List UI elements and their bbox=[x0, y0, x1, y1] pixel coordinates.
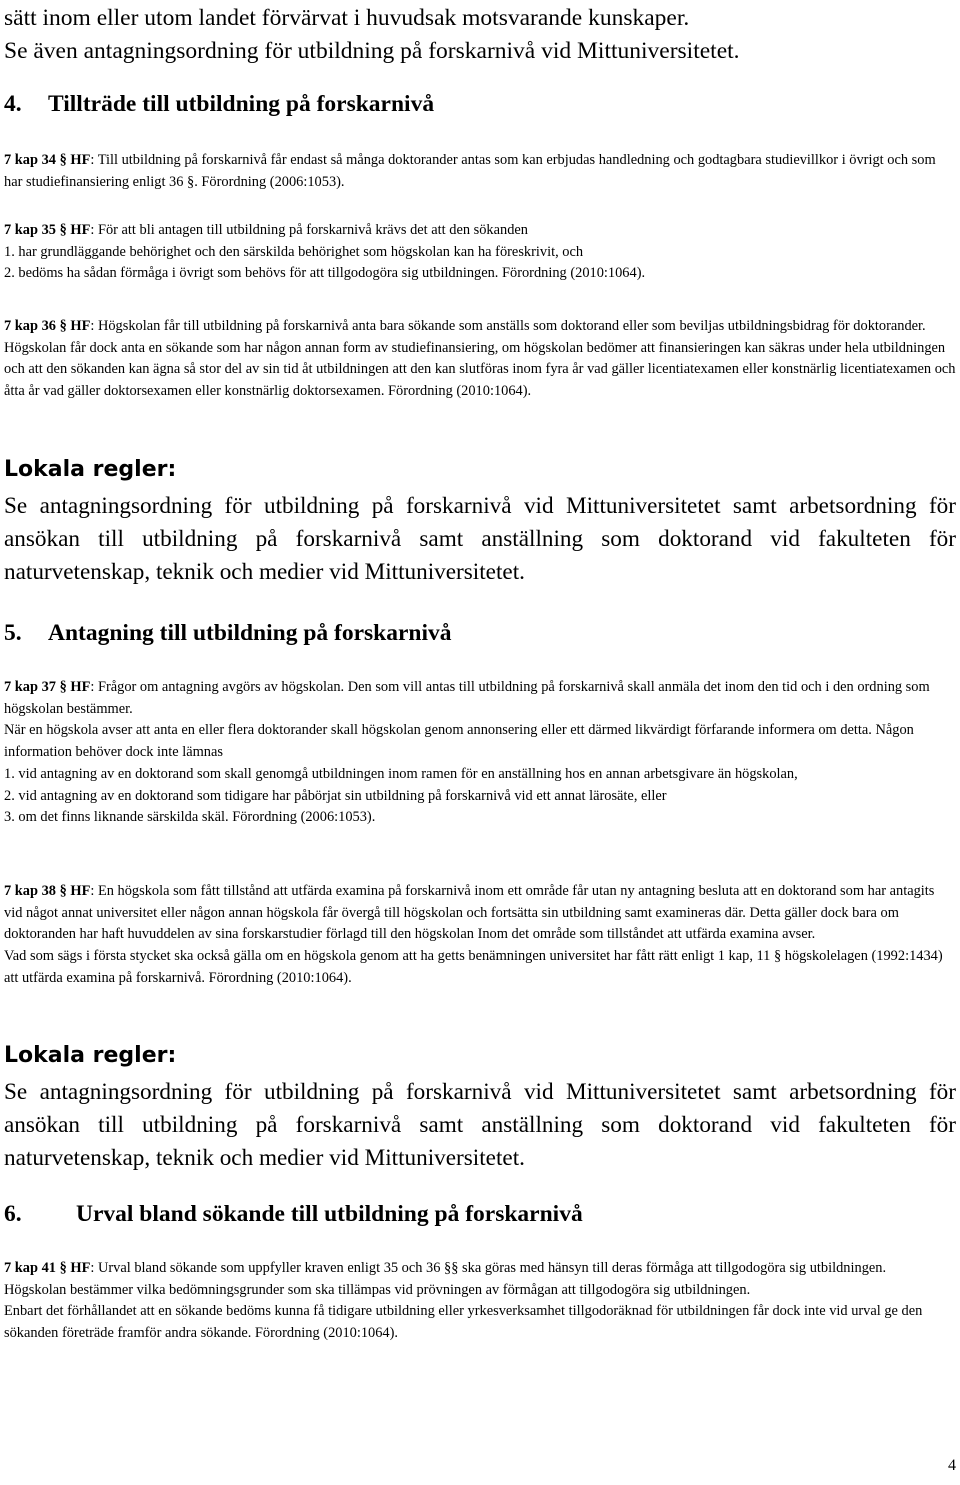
kap36-ref: 7 kap 36 § HF bbox=[4, 318, 91, 334]
section-6-title: Urval bland sökande till utbildning på forskarnivå bbox=[76, 1201, 583, 1227]
section-5-lokala-text: Se antagningsordning för utbildning på forskarnivå vid Mittuniversitetet samt arbetsordning för ansökan till utbildning på forskarnivå samt anställning som doktorand vid fakulteten för naturvetenskap, teknik och medier vid Mittuniversitetet. bbox=[4, 1079, 956, 1171]
section-4-lokala-heading: Lokala regler: bbox=[4, 457, 177, 482]
kap41-text: : Urval bland sökande som uppfyller kraven enligt 35 och 36 §§ ska göras med hänsyn till deras förmåga att tillgodogöra sig utbildningen. bbox=[90, 1260, 887, 1276]
kap34-ref: 7 kap 34 § HF bbox=[4, 152, 91, 168]
kap34-paragraph bbox=[4, 150, 956, 193]
kap36-paragraph bbox=[4, 316, 956, 403]
kap41-para-2: Högskolan bestämmer vilka bedömningsgrunder som ska tillämpas vid prövningen av förmågan att tillgodogöra sig utbildningen. bbox=[4, 1281, 751, 1298]
kap38-para-2: Vad som sägs i första stycket ska också gälla om en högskola genom att ha getts benämningen universitet har fått rätt enligt 1 kap, 11 § högskolelagen (1992:1434) att utfärda examina på forskarnivå. Förordning (2010:1064). bbox=[4, 948, 943, 986]
kap37-ref: 7 kap 37 § HF bbox=[4, 679, 91, 695]
kap41-para-3: Enbart det förhållandet att en sökande bedöms kunna få tidigare utbildning eller yrkesverksamhet tillgodoräknad för utbildningen får dock inte vid urval ge den sökanden företräde framför andra sökande. Förordning (2010:1064). bbox=[4, 1303, 923, 1342]
kap38-text: : En högskola som fått tillstånd att utfärda examina på forskarnivå inom ett område får utan ny antagning besluta att en doktorand som har antagits vid något annat universitet eller någon annan högskola får övergå till högskolan och fortsätta sin utbildning samt examineras där. Detta gäller dock bara om doktoranden har haft huvuddelen av sina forskarstudier förlagd till den högskolan Inom det område som tillståndet att utfärda examina avser. bbox=[4, 883, 935, 943]
section-5-number: 5. bbox=[4, 620, 22, 646]
kap37-item-3: 3. om det finns liknande särskilda skäl. Förordning (2006:1053). bbox=[4, 809, 376, 826]
kap38-ref: 7 kap 38 § HF bbox=[4, 883, 91, 899]
kap37-para-2: När en högskola avser att anta en eller flera doktorander skall högskolan genom annonsering eller ett därmed likvärdigt förfarande informera om detta. Någon information behöver dock inte lämnas bbox=[4, 722, 914, 761]
section-4-heading bbox=[4, 89, 434, 119]
kap38-paragraph bbox=[4, 881, 956, 990]
kap35-text: : För att bli antagen till utbildning på forskarnivå krävs det att den sökanden bbox=[90, 222, 528, 238]
kap41-paragraph bbox=[4, 1258, 956, 1345]
kap41-ref: 7 kap 41 § HF bbox=[4, 1260, 91, 1276]
section-6-heading bbox=[4, 1199, 583, 1229]
section-5-lokala-heading: Lokala regler: bbox=[4, 1043, 177, 1068]
kap35-item-2: 2. bedöms ha sådan förmåga i övrigt som behövs för att tillgodogöra sig utbildningen. Förordning (2010:1064). bbox=[4, 265, 646, 282]
section-4-number: 4. bbox=[4, 91, 22, 117]
kap35-paragraph bbox=[4, 220, 956, 285]
kap35-item-1: 1. har grundläggande behörighet och den särskilda behörighet som högskolan kan ha föreskrivit, och bbox=[4, 243, 584, 260]
kap35-ref: 7 kap 35 § HF bbox=[4, 222, 91, 238]
kap36-text: : Högskolan får till utbildning på forskarnivå anta bara sökande som anställs som doktorand eller som beviljas utbildningsbidrag för doktorander. Högskolan får dock anta en sökande som har någon annan form av studiefinansiering, om högskolan bedömer att finansieringen kan säkras under hela utbildningen och att den sökanden kan ägna så stor del av sin tid åt utbildningen att den kan slutföras inom fyra år vad gäller licentiatexamen eller konstnärlig licentiatexamen och åtta år vad gäller doktorsexamen eller konstnärlig doktorsexamen. Förordning (2010:1064). bbox=[4, 318, 956, 400]
intro-line-2: Se även antagningsordning för utbildning på forskarnivå vid Mittuniversitetet. bbox=[4, 38, 740, 64]
section-4-title: Tillträde till utbildning på forskarnivå bbox=[48, 91, 435, 117]
intro-text bbox=[4, 2, 956, 68]
kap37-item-2: 2. vid antagning av en doktorand som tidigare har påbörjat sin utbildning på forskarnivå vid ett annat lärosäte, eller bbox=[4, 787, 667, 804]
kap37-text: : Frågor om antagning avgörs av högskolan. Den som vill antas till utbildning på forskarnivå skall anmäla det inom den tid och i den ordning som högskolan bestämmer. bbox=[4, 679, 930, 717]
section-5-title: Antagning till utbildning på forskarnivå bbox=[48, 620, 452, 646]
section-6-number: 6. bbox=[4, 1201, 22, 1227]
page-number: 4 bbox=[948, 1457, 956, 1474]
intro-line-1: sätt inom eller utom landet förvärvat i huvudsak motsvarande kunskaper. bbox=[4, 5, 690, 31]
kap34-text: : Till utbildning på forskarnivå får endast så många doktorander antas som kan erbjudas handledning och godtagbara studievillkor i övrigt och som har studiefinansiering enligt 36 §. Förordning (2006:1053). bbox=[4, 152, 936, 190]
section-5-heading bbox=[4, 618, 452, 648]
section-4-lokala-text: Se antagningsordning för utbildning på forskarnivå vid Mittuniversitetet samt arbetsordning för ansökan till utbildning på forskarnivå samt anställning som doktorand vid fakulteten för naturvetenskap, teknik och medier vid Mittuniversitetet. bbox=[4, 493, 956, 585]
kap37-paragraph bbox=[4, 677, 956, 829]
kap37-item-1: 1. vid antagning av en doktorand som skall genomgå utbildningen inom ramen för en anställning hos en annan arbetsgivare än högskolan, bbox=[4, 765, 798, 782]
